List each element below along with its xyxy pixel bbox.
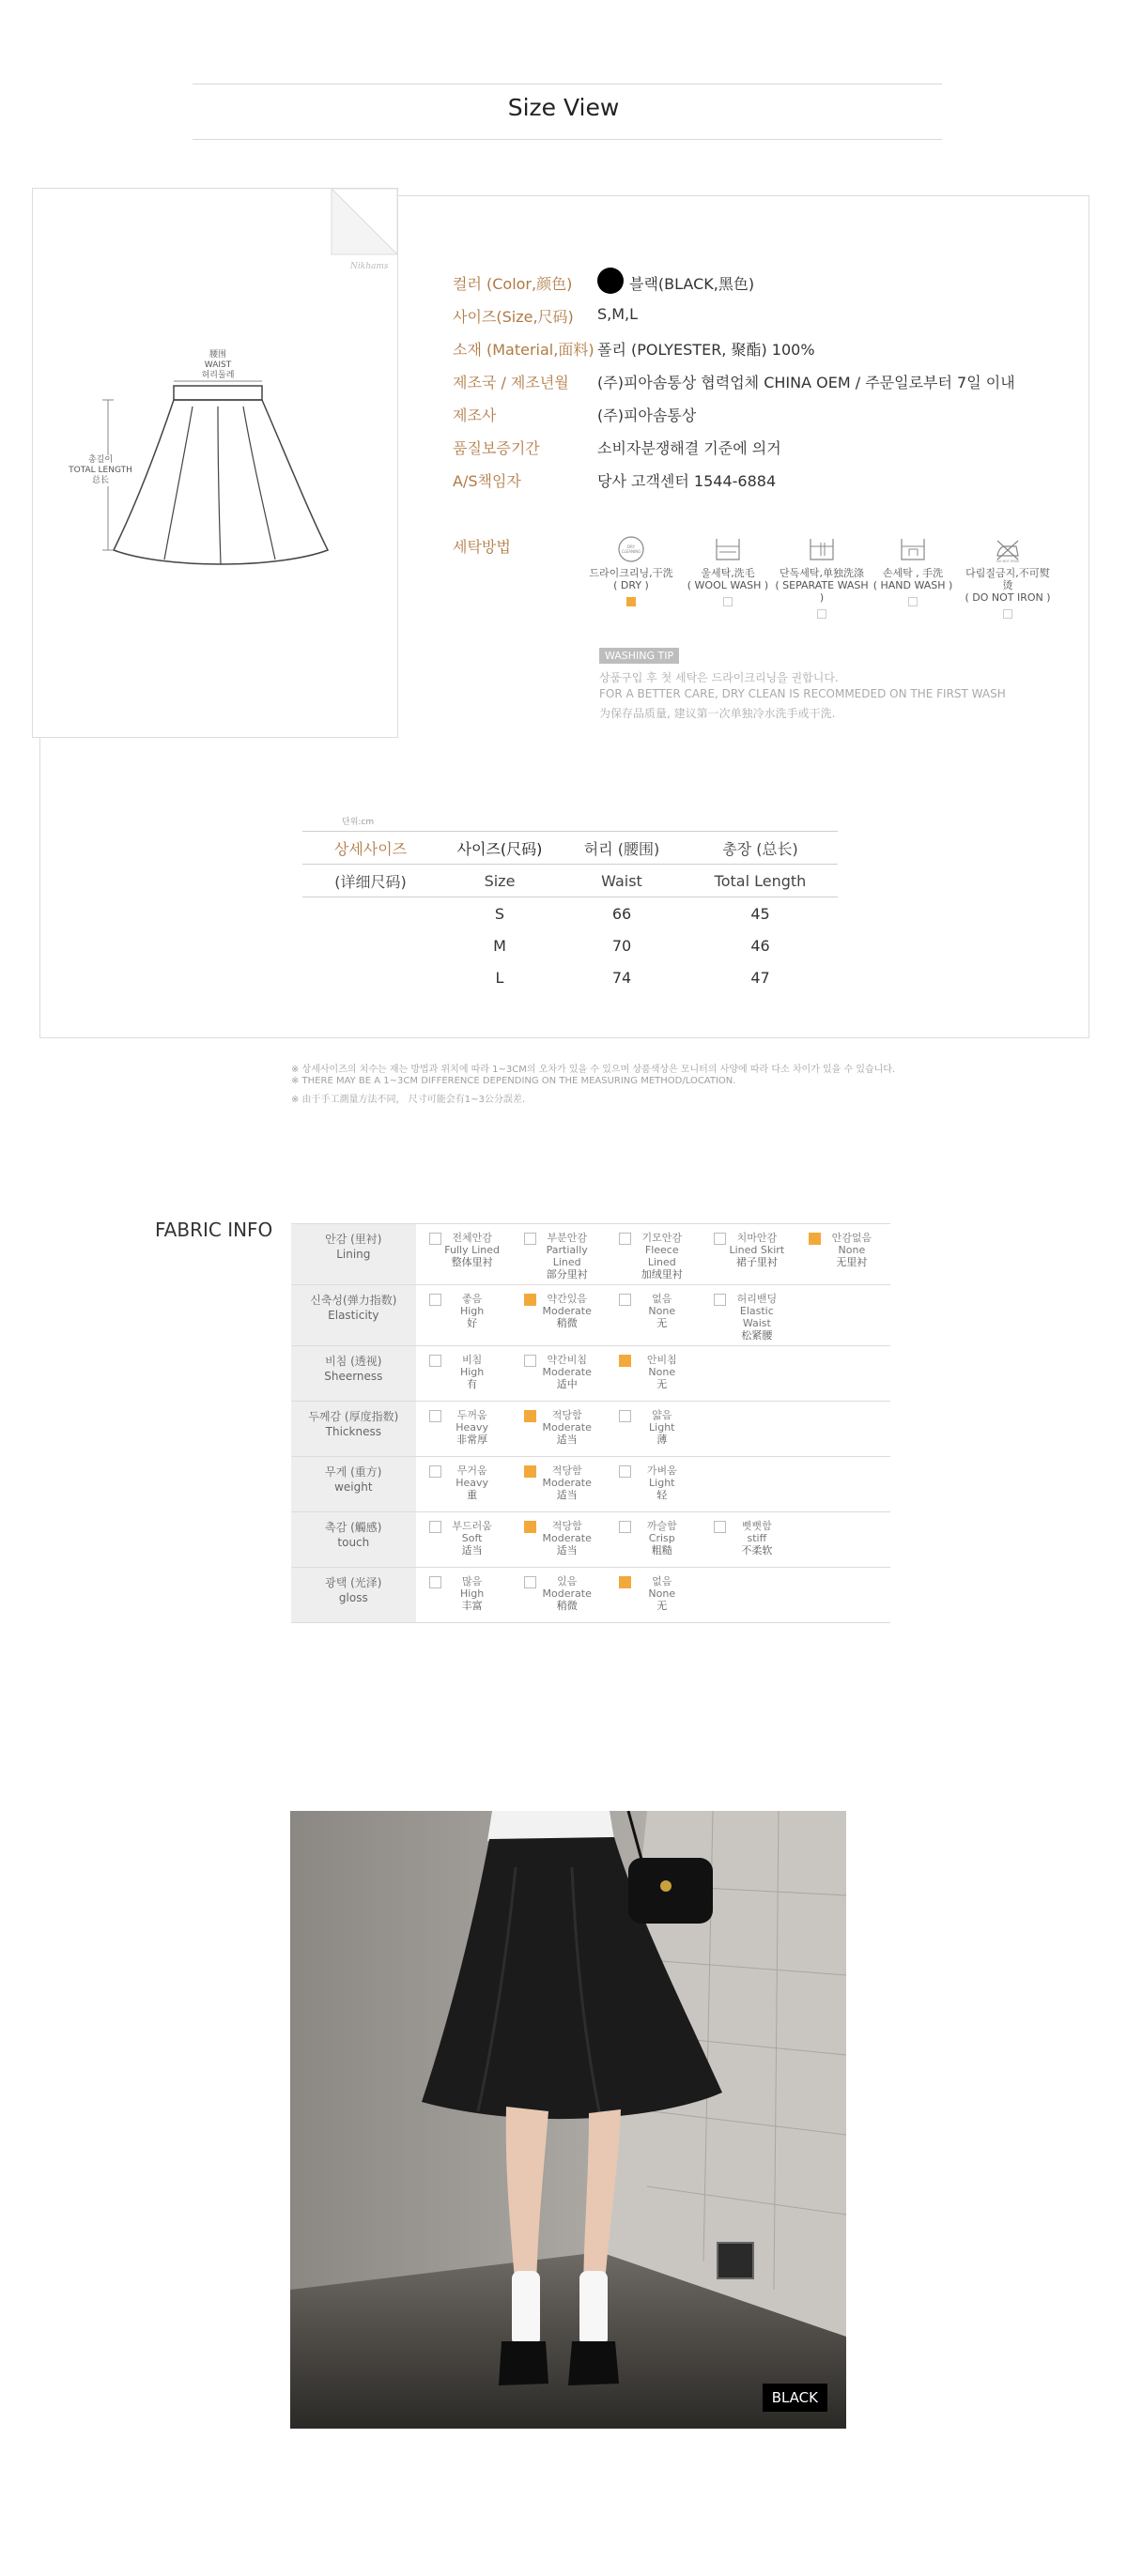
- fabric-option-text: 기모안감: [641, 1232, 683, 1244]
- fabric-empty-cell: [795, 1402, 890, 1457]
- fabric-row: [291, 1512, 890, 1568]
- fabric-option-text: Fleece Lined: [644, 1244, 679, 1268]
- fabric-option-text: 무거움: [456, 1464, 487, 1477]
- fabric-option: [511, 1457, 606, 1512]
- washing-label: 세탁방법: [453, 538, 511, 556]
- fabric-option: [416, 1346, 511, 1402]
- fabric-option: [416, 1568, 511, 1623]
- fabric-row-head-text: Thickness: [325, 1425, 381, 1438]
- fabric-row-head-text: Elasticity: [328, 1309, 379, 1322]
- fabric-option-text: Crisp: [648, 1532, 675, 1544]
- fabric-option-checkbox: [619, 1521, 631, 1533]
- fabric-option-text: 粗糙: [651, 1544, 672, 1556]
- fabric-option-label: [632, 1409, 692, 1446]
- fabric-option-label: [442, 1232, 502, 1268]
- fabric-option-text: 好: [467, 1317, 478, 1329]
- fabric-option-text: stiff: [747, 1532, 767, 1544]
- fabric-option-text: 안감없음: [831, 1232, 872, 1244]
- fabric-option-text: Moderate: [542, 1532, 592, 1544]
- color-swatch: [597, 268, 624, 294]
- fabric-empty-cell: [795, 1457, 890, 1512]
- size-note-cn: ※ 由于手工測量方法不同， 尺寸可能会有1~3公分誤差.: [291, 1095, 526, 1105]
- fabric-option-text: 두꺼움: [456, 1409, 487, 1421]
- fabric-option-text: 适当: [556, 1489, 578, 1501]
- fabric-option-text: 适当: [556, 1544, 578, 1556]
- size-cell: M: [493, 936, 506, 955]
- size-table: [302, 831, 838, 993]
- wash-check-wool: [723, 597, 733, 606]
- wash-check-dry: [626, 597, 636, 606]
- fabric-option-label: [632, 1464, 692, 1501]
- fabric-option: [701, 1512, 795, 1568]
- fabric-row-head-text: 안감 (里衬): [325, 1233, 382, 1246]
- fabric-option-text: 适中: [556, 1378, 578, 1390]
- fabric-option-text: 轻: [656, 1489, 668, 1501]
- fabric-option: [416, 1512, 511, 1568]
- fabric-option-text: 薄: [656, 1434, 668, 1446]
- fabric-option: [701, 1224, 795, 1285]
- fabric-option-checkbox: [429, 1294, 441, 1306]
- spec-label-color: 컬러 (Color,颜色): [453, 275, 573, 293]
- wash-check-no-iron: [1003, 609, 1012, 619]
- fabric-option-label: [537, 1409, 597, 1446]
- size-note-ko: ※ 상세사이즈의 치수는 재는 방법과 위치에 따라 1~3CM의 오차가 있을 수 있으며 상품색상은 모니터의 사양에 따라 다소 차이가 있을 수 있습니다.: [291, 1065, 896, 1075]
- fabric-table: [291, 1223, 890, 1623]
- fabric-option-label: [442, 1575, 502, 1612]
- page-title: Size View: [507, 94, 620, 121]
- fabric-empty-cell: [701, 1457, 795, 1512]
- fabric-option-text: Light: [649, 1421, 675, 1434]
- fabric-option-text: Moderate: [542, 1587, 592, 1600]
- wash-item-hand: 손세탁 , 手洗 ( HAND WASH ): [866, 535, 960, 606]
- fabric-option-text: Heavy: [455, 1477, 489, 1489]
- spec-label-warranty: 품질보증기간: [453, 439, 540, 457]
- size-row-s: [302, 897, 838, 930]
- fabric-option-text: 裙子里衬: [735, 1256, 778, 1268]
- fabric-option: [606, 1285, 701, 1346]
- fabric-option-checkbox: [429, 1233, 441, 1245]
- fabric-row-head: [291, 1285, 416, 1346]
- fabric-row-head: [291, 1346, 416, 1402]
- fabric-option-checkbox: [619, 1233, 631, 1245]
- wool-wash-icon: [712, 535, 744, 563]
- fabric-row: [291, 1224, 890, 1285]
- fabric-option-checkbox: [619, 1294, 631, 1306]
- size-row-l: [302, 961, 838, 993]
- fabric-option-text: 重: [467, 1489, 478, 1501]
- fabric-row: [291, 1285, 890, 1346]
- fabric-row-head-text: Sheerness: [324, 1370, 383, 1383]
- fabric-option-text: None: [648, 1305, 676, 1317]
- hand-wash-icon: [897, 535, 929, 563]
- fabric-option-checkbox-selected: [809, 1233, 821, 1245]
- fabric-option-checkbox-selected: [524, 1521, 536, 1533]
- fabric-option-text: Partially Lined: [546, 1244, 588, 1268]
- fabric-option-label: [442, 1354, 502, 1390]
- no-iron-icon: [992, 535, 1024, 563]
- fabric-option-checkbox-selected: [619, 1355, 631, 1367]
- fabric-option: [511, 1568, 606, 1623]
- fabric-option-label: [537, 1232, 597, 1280]
- fabric-option-text: 적당함: [551, 1520, 582, 1532]
- fabric-option-text: 전체안감: [452, 1232, 492, 1244]
- fabric-option-text: 部分里衬: [546, 1268, 588, 1280]
- fabric-option-label: [822, 1232, 882, 1268]
- fabric-row-head: [291, 1512, 416, 1568]
- fabric-option-text: 적당함: [551, 1409, 582, 1421]
- fabric-option: [511, 1285, 606, 1346]
- fabric-option-text: 无: [656, 1600, 668, 1612]
- size-cell: 47: [750, 968, 770, 987]
- fabric-option-text: Fully Lined: [444, 1244, 500, 1256]
- spec-value-warranty: 소비자분쟁해결 기준에 의거: [597, 439, 781, 457]
- size-header-size-en: Size: [484, 871, 516, 890]
- waist-label: 腰围 WAIST 허리둘레: [201, 350, 235, 380]
- fabric-row-head: [291, 1568, 416, 1623]
- fabric-option: [511, 1512, 606, 1568]
- size-cell: S: [494, 904, 505, 923]
- fabric-option-checkbox: [714, 1233, 726, 1245]
- svg-text:DO NOT IRON: DO NOT IRON: [996, 560, 1020, 563]
- separate-wash-icon: [806, 535, 838, 563]
- fabric-option-checkbox: [524, 1355, 536, 1367]
- fabric-option-text: 안비침: [646, 1354, 677, 1366]
- wash-item-no-iron: DO NOT IRON 다림질금지,不可熨烫 ( DO NOT IRON ): [961, 535, 1055, 619]
- fabric-row: [291, 1568, 890, 1623]
- fabric-row-head-text: 촉감 (觸感): [325, 1521, 382, 1534]
- fabric-option: [606, 1512, 701, 1568]
- fabric-option-label: [537, 1575, 597, 1612]
- size-cell: 74: [611, 968, 632, 987]
- spec-value-origin: (주)피아솜통상 협력업체 CHINA OEM / 주문일로부터 7일 이내: [597, 374, 1015, 391]
- fabric-row-head: [291, 1224, 416, 1285]
- fabric-info-title: FABRIC INFO: [155, 1219, 273, 1241]
- fabric-option-text: High: [459, 1305, 485, 1317]
- svg-text:CLEANING: CLEANING: [621, 549, 641, 554]
- fabric-option-text: Soft: [461, 1532, 483, 1544]
- fabric-option-text: Lined Skirt: [729, 1244, 785, 1256]
- fabric-row-head-text: gloss: [338, 1591, 368, 1604]
- fabric-option-text: 整体里衬: [451, 1256, 493, 1268]
- fabric-table-body: [291, 1224, 890, 1623]
- size-row-m: [302, 929, 838, 961]
- fabric-option: [606, 1346, 701, 1402]
- fabric-option: [416, 1457, 511, 1512]
- fabric-option: [606, 1457, 701, 1512]
- fabric-option-text: 허리밴딩: [736, 1293, 778, 1305]
- fabric-option-checkbox-selected: [619, 1576, 631, 1588]
- fabric-option-text: 없음: [652, 1293, 672, 1305]
- size-cell: 46: [750, 936, 770, 955]
- size-note-en: ※ THERE MAY BE A 1~3CM DIFFERENCE DEPENDING ON THE MEASURING METHOD/LOCATION.: [291, 1076, 736, 1086]
- fabric-option-text: 无: [656, 1378, 668, 1390]
- fabric-option-checkbox: [714, 1294, 726, 1306]
- wash-item-separate: 단독세탁,单独洗涤 ( SEPARATE WASH ): [775, 535, 869, 619]
- fabric-option-text: Heavy: [455, 1421, 489, 1434]
- washing-tip-line-en: FOR A BETTER CARE, DRY CLEAN IS RECOMMEDED ON THE FIRST WASH: [599, 687, 1006, 700]
- fabric-option-text: 치마안감: [736, 1232, 778, 1244]
- fabric-row-head-text: 광택 (光泽): [325, 1576, 382, 1589]
- fabric-option-text: 松紧腰: [741, 1329, 773, 1342]
- fabric-empty-cell: [795, 1512, 890, 1568]
- fabric-row-head-text: 비침 (透视): [325, 1355, 382, 1368]
- fabric-option-text: Moderate: [542, 1421, 592, 1434]
- length-label: 총길이 TOTAL LENGTH 总长: [63, 455, 138, 486]
- fabric-row-head-text: weight: [334, 1480, 373, 1494]
- size-cell: 66: [611, 904, 632, 923]
- washing-tip-badge: WASHING TIP: [599, 648, 679, 664]
- fabric-option-label: [537, 1354, 597, 1390]
- color-label-badge: BLACK: [763, 2384, 827, 2412]
- size-cell: L: [495, 968, 504, 987]
- fabric-option-checkbox: [524, 1233, 536, 1245]
- fabric-option: [606, 1224, 701, 1285]
- fabric-option-checkbox: [429, 1410, 441, 1422]
- fabric-option-label: [632, 1520, 692, 1556]
- fabric-option-text: 적당함: [551, 1464, 582, 1477]
- diagram-card: [32, 188, 398, 738]
- fabric-option: [511, 1402, 606, 1457]
- fabric-option-text: 无里衬: [836, 1256, 868, 1268]
- size-cell: 45: [750, 904, 770, 923]
- fabric-option-label: [727, 1293, 787, 1342]
- fabric-option-label: [632, 1575, 692, 1612]
- size-header-waist: 허리 (腰围): [583, 839, 660, 858]
- size-header-waist-en: Waist: [601, 871, 642, 890]
- fabric-option-text: 얇음: [652, 1409, 672, 1421]
- fabric-option: [416, 1402, 511, 1457]
- fabric-option-text: Moderate: [542, 1305, 592, 1317]
- fabric-option-text: 없음: [652, 1575, 672, 1587]
- wash-item-wool: 울세탁,洗毛 ( WOOL WASH ): [681, 535, 775, 606]
- fabric-option: [701, 1285, 795, 1346]
- fabric-option-label: [537, 1293, 597, 1329]
- title-bottom-rule: [193, 139, 942, 140]
- fabric-option-text: 좋음: [462, 1293, 483, 1305]
- spec-label-manufacturer: 제조사: [453, 406, 497, 424]
- wash-check-separate: [817, 609, 826, 619]
- fabric-empty-cell: [795, 1568, 890, 1623]
- fabric-option: [511, 1346, 606, 1402]
- fabric-option-label: [442, 1409, 502, 1446]
- spec-value-material: 폴리 (POLYESTER, 聚酯) 100%: [597, 341, 815, 359]
- fabric-option-text: 非常厚: [456, 1434, 488, 1446]
- fabric-option-text: 약간있음: [547, 1293, 587, 1305]
- fabric-option-checkbox: [524, 1576, 536, 1588]
- fabric-option-label: [442, 1520, 502, 1556]
- fabric-option-text: High: [459, 1587, 485, 1600]
- fabric-option-text: 부드러움: [452, 1520, 492, 1532]
- fabric-option-text: 뻣뻣함: [741, 1520, 772, 1532]
- fabric-option-checkbox: [429, 1465, 441, 1478]
- washing-tip-line-ko: 상품구입 후 첫 세탁은 드라이크리닝을 권합니다.: [599, 671, 839, 684]
- size-header-detail-cn: (详细尺码): [334, 872, 407, 891]
- fabric-option-text: 适当: [556, 1434, 578, 1446]
- fabric-empty-cell: [701, 1346, 795, 1402]
- fabric-option-text: 약간비침: [547, 1354, 587, 1366]
- size-cell: 70: [611, 936, 632, 955]
- fabric-option-text: 가벼움: [646, 1464, 677, 1477]
- fabric-row-head: [291, 1402, 416, 1457]
- fabric-row: [291, 1457, 890, 1512]
- fabric-row: [291, 1346, 890, 1402]
- fabric-option-checkbox-selected: [524, 1465, 536, 1478]
- spec-value-size: S,M,L: [597, 305, 639, 323]
- fabric-option-checkbox: [429, 1521, 441, 1533]
- wash-check-hand: [908, 597, 918, 606]
- skirt-shape: [114, 400, 328, 564]
- fabric-option-text: 不柔软: [741, 1544, 773, 1556]
- fabric-option-label: [537, 1520, 597, 1556]
- spec-value-as: 당사 고객센터 1544-6884: [597, 472, 777, 490]
- fabric-option-checkbox: [429, 1576, 441, 1588]
- fabric-row: [291, 1402, 890, 1457]
- spec-label-origin: 제조국 / 제조년월: [453, 374, 569, 391]
- size-header-size: 사이즈(尺码): [456, 839, 543, 858]
- spec-value-color: 블랙(BLACK,黑色): [629, 275, 755, 293]
- spec-label-material: 소재 (Material,面料): [453, 341, 594, 359]
- size-header-row-1: [302, 832, 838, 865]
- fabric-option-text: 加绒里衬: [641, 1268, 683, 1280]
- washing-tip-line-cn: 为保存品质量, 建议第一次单独冷水洗手或干洗.: [599, 707, 836, 720]
- fabric-option: [795, 1224, 890, 1285]
- fabric-row-head-text: 신축성(弹力指数): [310, 1294, 397, 1307]
- fabric-option-text: 适当: [461, 1544, 483, 1556]
- fabric-option-text: Moderate: [542, 1477, 592, 1489]
- fabric-option-label: [632, 1293, 692, 1329]
- fabric-row-head-text: 두께감 (厚度指数): [308, 1410, 399, 1423]
- fabric-empty-cell: [701, 1568, 795, 1623]
- fabric-row-head: [291, 1457, 416, 1512]
- fabric-option-text: 稍微: [556, 1600, 578, 1612]
- fabric-option-text: High: [459, 1366, 485, 1378]
- fabric-option-text: Light: [649, 1477, 675, 1489]
- fabric-option-label: [442, 1293, 502, 1329]
- svg-text:DRY: DRY: [626, 544, 636, 549]
- fabric-row-head-text: Lining: [336, 1248, 371, 1261]
- fabric-row-head-text: touch: [337, 1536, 370, 1549]
- fabric-option-text: 부분안감: [547, 1232, 587, 1244]
- fabric-option-label: [442, 1464, 502, 1501]
- spec-value-manufacturer: (주)피아솜통상: [597, 406, 697, 424]
- spec-label-size: 사이즈(Size,尺码): [453, 308, 574, 326]
- fabric-option-checkbox: [714, 1521, 726, 1533]
- spec-label-as: A/S책임자: [453, 472, 521, 490]
- fabric-empty-cell: [795, 1285, 890, 1346]
- fabric-empty-cell: [795, 1346, 890, 1402]
- fabric-option-checkbox: [619, 1410, 631, 1422]
- fabric-option-checkbox: [429, 1355, 441, 1367]
- fabric-option-text: 丰富: [461, 1600, 483, 1612]
- fabric-option-checkbox-selected: [524, 1294, 536, 1306]
- fabric-option: [511, 1224, 606, 1285]
- size-header-length-en: Total Length: [714, 871, 807, 890]
- fabric-option-text: 无: [656, 1317, 668, 1329]
- brand-tag: Nikhams: [350, 262, 389, 271]
- size-header-row-2: [302, 865, 838, 897]
- wash-item-dry: DRY CLEANING 드라이크리닝,干洗 ( DRY ): [584, 535, 678, 606]
- fabric-option-text: 까슬함: [646, 1520, 677, 1532]
- size-header-detail: 상세사이즈: [333, 839, 408, 858]
- fabric-option-text: 비침: [462, 1354, 483, 1366]
- fabric-option-text: 많음: [462, 1575, 483, 1587]
- fabric-option-text: 稍微: [556, 1317, 578, 1329]
- fabric-option-text: 有: [467, 1378, 478, 1390]
- fabric-option: [606, 1568, 701, 1623]
- fabric-option-checkbox: [619, 1465, 631, 1478]
- fabric-option-text: Moderate: [542, 1366, 592, 1378]
- fabric-option-text: None: [648, 1587, 676, 1600]
- product-photo: [290, 1811, 846, 2429]
- fabric-empty-cell: [701, 1402, 795, 1457]
- fabric-option-label: [632, 1354, 692, 1390]
- fabric-option: [606, 1402, 701, 1457]
- fabric-row-head-text: 무게 (重方): [325, 1465, 382, 1479]
- fabric-option-text: None: [648, 1366, 676, 1378]
- size-header-length: 총장 (总长): [722, 839, 798, 858]
- fabric-option-text: None: [838, 1244, 866, 1256]
- dry-clean-icon: [615, 535, 647, 563]
- fabric-option-text: 있음: [557, 1575, 578, 1587]
- fabric-option: [416, 1285, 511, 1346]
- product-photo-illustration: [290, 1811, 846, 2429]
- fabric-option-text: Elastic Waist: [739, 1305, 774, 1329]
- fabric-option-label: [727, 1520, 787, 1556]
- waistband-shape: [174, 386, 262, 400]
- fabric-option-label: [727, 1232, 787, 1268]
- fabric-option: [416, 1224, 511, 1285]
- fabric-option-label: [632, 1232, 692, 1280]
- fabric-option-checkbox-selected: [524, 1410, 536, 1422]
- unit-label: 단위:cm: [342, 818, 375, 827]
- fabric-option-label: [537, 1464, 597, 1501]
